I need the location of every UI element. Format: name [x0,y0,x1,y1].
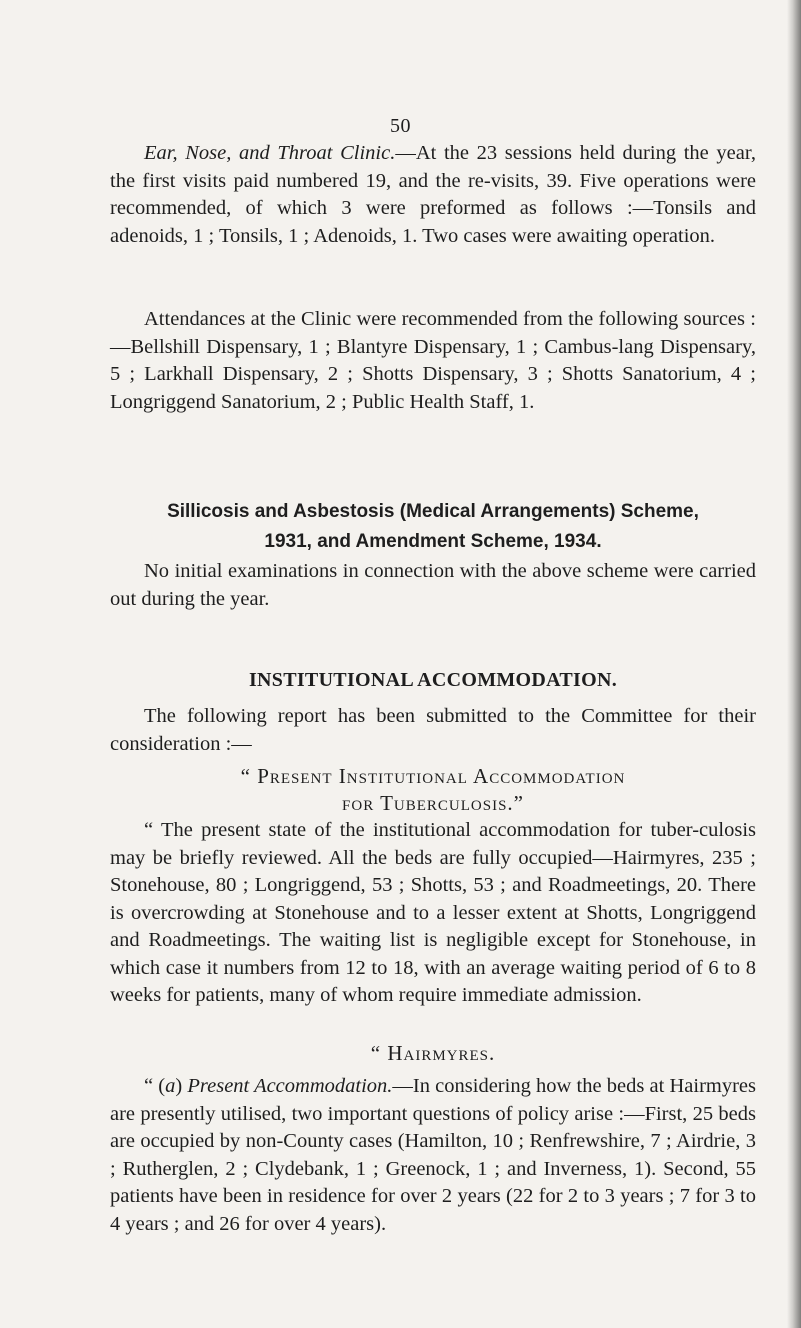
hairmyres-text: —In considering how the beds at Hairmyres are presently utilised, two important questions of policy arise :—First, 25 beds are occupied by non-County cases (Hamilton, 10 ; Renfrewshire, 7 ; Airdrie, 3 ; Rutherglen, 2 ; Clydebank, 1 ; Greenock, 1 ; and Inverness, 1). Second, 55 patients have been in residence for over 2 years (22 for 2 to 3 years ; 7 for 3 to 4 years ; and 26 for over 4 years). [110,1075,757,1235]
present-accommodation-title-line1: “ Present Institutional Accommodation [240,764,626,788]
hairmyres-paragraph [110,1073,756,1238]
ent-clinic-paragraph [110,140,756,250]
sillicosis-paragraph: No initial examinations in connection with the above scheme were carried out during the year. [110,560,756,610]
hairmyres-lead-suffix: ) [175,1075,188,1097]
present-accommodation-paragraph: “ The present state of the institutional accommodation for tuber-culosis may be briefly reviewed. All the beds are fully occupied—Hairmyres, 235 ; Stonehouse, 80 ; Longriggend, 53 ; Shotts, 53 ; and Roadmeetings, 20. There is overcrowding at Stonehouse and to a lesser extent at Shotts, Longriggend and Roadmeetings. The waiting list is negligible except for Stonehouse, in which case it numbers from 12 to 18, with an average waiting period of 6 to 8 weeks for patients, many of whom require immediate admission. [110,819,756,1006]
sillicosis-heading [110,497,756,557]
sillicosis-heading-line2: 1931, and Amendment Scheme, 1934. [264,531,602,552]
hairmyres-lead-letter: a [165,1075,176,1097]
present-accommodation-title [110,763,756,817]
sillicosis-heading-line1: Sillicosis and Asbestosis (Medical Arrangements) Scheme, [167,501,699,522]
page-number: 50 [390,115,411,137]
hairmyres-title: “ Hairmyres. [370,1041,496,1065]
page-edge-shadow [787,0,801,1328]
hairmyres-lead-prefix: “ ( [144,1075,166,1097]
attendances-paragraph: Attendances at the Clinic were recommended from the following sources :—Bellshill Dispensary, 1 ; Blantyre Dispensary, 1 ; Cambus-lang Dispensary, 5 ; Larkhall Dispensary, 2 ; Shotts Dispensary, 3 ; Shotts Sanatorium, 4 ; Longriggend Sanatorium, 2 ; Public Health Staff, 1. [110,308,756,413]
present-accommodation-title-line2: for Tuberculosis.” [342,791,524,815]
institutional-heading: INSTITUTIONAL ACCOMMODATION. [248,669,618,691]
ent-clinic-text: —At the 23 sessions held during the year, the first visits paid numbered 19, and the re-visits, 39. Five operations were recommended, of which 3 were preformed as follows :—Tonsils and adenoids, 1 ; Tonsils, 1 ; Adenoids, 1. Two cases were awaiting operation. [110,142,756,247]
institutional-paragraph: The following report has been submitted to the Committee for their consideration :— [110,705,756,755]
hairmyres-lead-italic: Present Accommodation. [187,1075,393,1097]
ent-clinic-lead: Ear, Nose, and Throat Clinic. [144,142,396,164]
